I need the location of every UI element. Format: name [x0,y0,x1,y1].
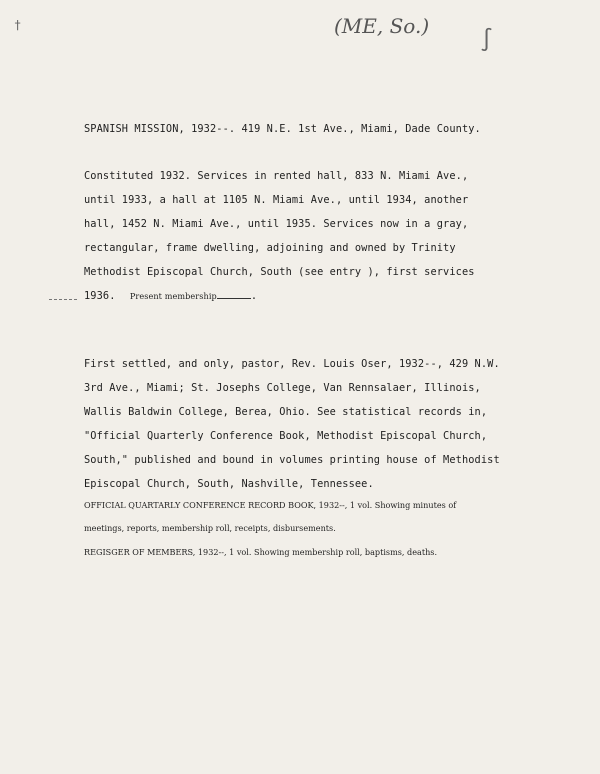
record-entry: REGISGER OF MEMBERS, 1932--, 1 vol. Showing membership roll, baptisms, deaths. [84,547,438,557]
membership-label: Present membership [129,291,217,301]
record-entry: OFFICIAL QUARTARLY CONFERENCE RECORD BOOK, 1932--, 1 vol. Showing minutes of [84,500,457,510]
paragraph2-line: "Official Quarterly Conference Book, Methodist Episcopal Church, [84,430,488,442]
handwritten-note: (ME, So.) [334,14,430,38]
paragraph1-line: Methodist Episcopal Church, South (see entry ), first services [84,266,475,278]
paragraph2-line: Episcopal Church, South, Nashville, Tennessee. [84,478,374,490]
paragraph2-line: 3rd Ave., Miami; St. Josephs College, Van Rennsalaer, Illinois, [84,382,481,394]
paragraph2-line: South," published and bound in volumes printing house of Methodist [84,454,500,466]
membership-line: 1936. Present membership . [84,290,258,302]
top-right-mark: ∫ [480,28,494,53]
paragraph1-line: until 1933, a hall at 1105 N. Miami Ave., until 1934, another [84,194,469,206]
paragraph1-line: Constituted 1932. Services in rented hall, 833 N. Miami Ave., [84,170,469,182]
record-entry: meetings, reports, membership roll, receipts, disbursements. [84,523,336,533]
top-left-mark: † [14,18,22,32]
paragraph2-line: First settled, and only, pastor, Rev. Louis Oser, 1932--, 429 N.W. [84,358,500,370]
paragraph1-line: rectangular, frame dwelling, adjoining and owned by Trinity [84,242,456,254]
paragraph1-line: hall, 1452 N. Miami Ave., until 1935. Services now in a gray, [84,218,469,230]
entry-heading: SPANISH MISSION, 1932--. 419 N.E. 1st Ave., Miami, Dade County. [84,123,481,135]
margin-dash [49,299,77,300]
paragraph1-last-line: 1936. [84,290,116,302]
membership-blank [217,290,251,299]
paragraph2-line: Wallis Baldwin College, Berea, Ohio. See statistical records in, [84,406,488,418]
